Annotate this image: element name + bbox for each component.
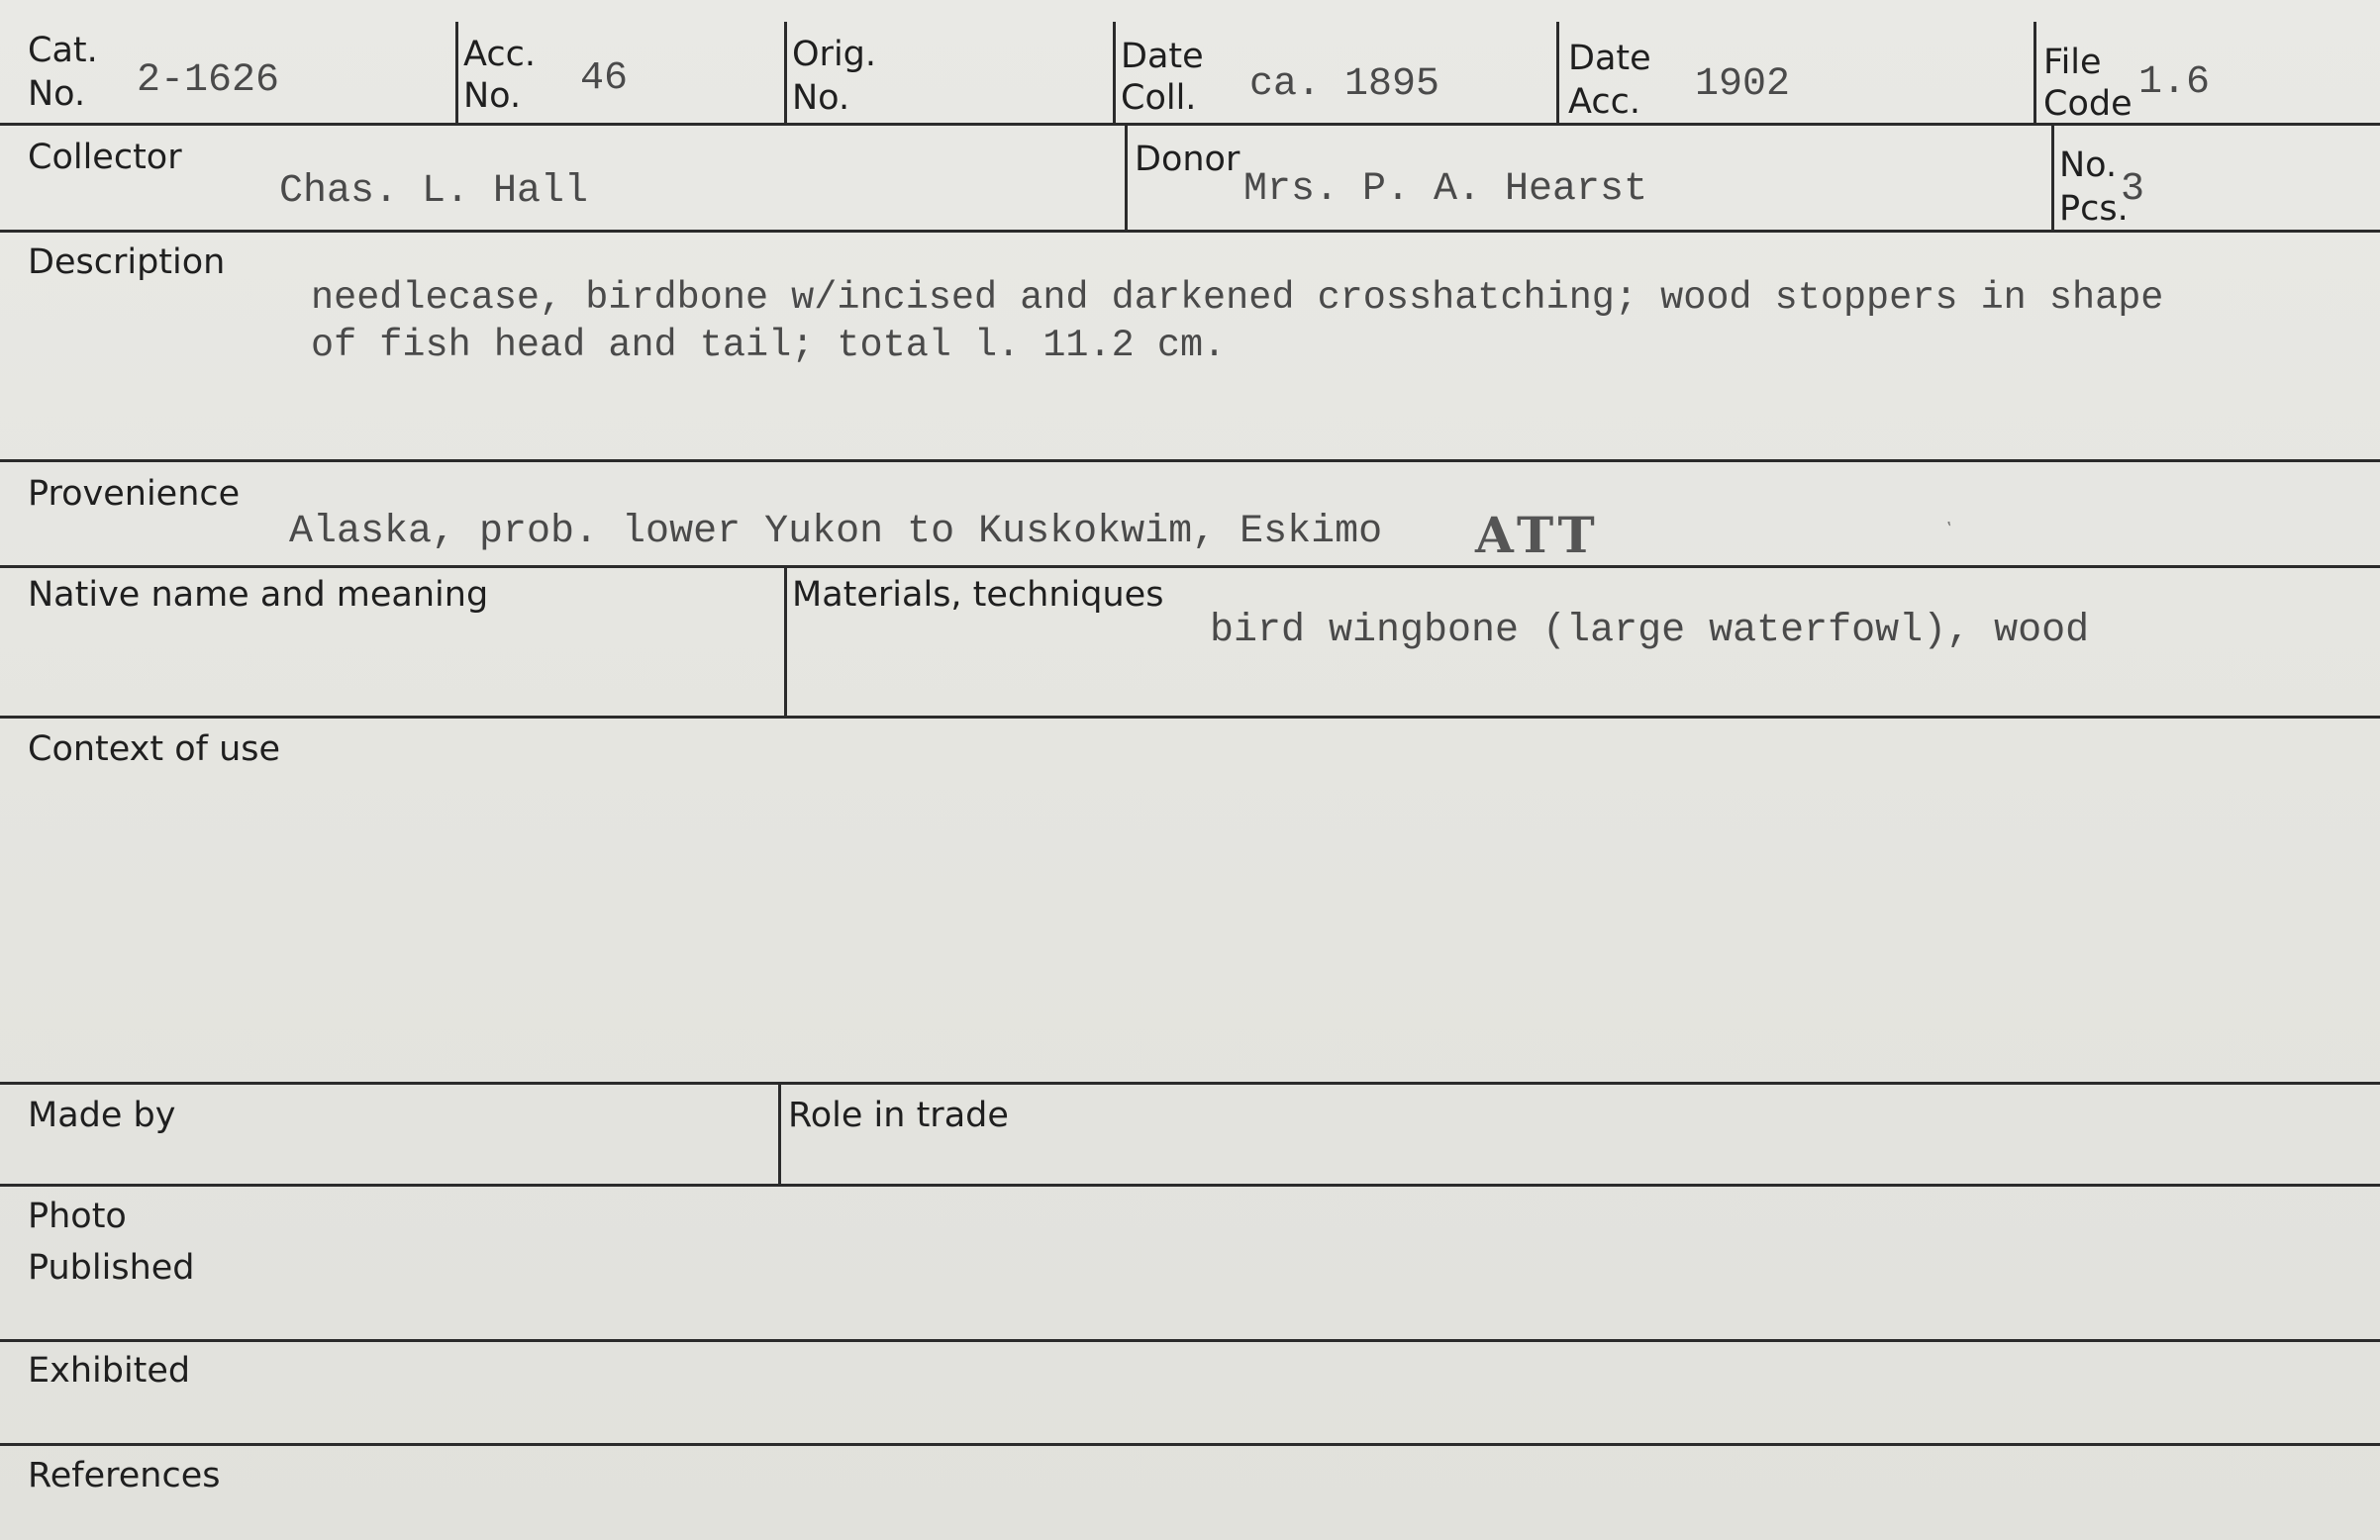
photo-label: Photo [28, 1197, 127, 1236]
collector-label: Collector [28, 138, 182, 177]
date-acc-label-1: Date [1568, 39, 1651, 78]
donor-label: Donor [1135, 140, 1240, 179]
rule-v-madeby-role [778, 1084, 781, 1186]
rule-published-bottom [0, 1339, 2380, 1342]
file-code-value: 1.6 [2138, 60, 2211, 105]
rule-collector-row-bottom [0, 230, 2380, 233]
orig-no-label-2: No. [792, 78, 850, 118]
file-code-label-1: File [2043, 43, 2102, 82]
published-label: Published [28, 1248, 195, 1288]
file-code-label-2: Code [2043, 84, 2132, 124]
rule-v-acc-orig [784, 22, 787, 125]
exhibited-label: Exhibited [28, 1351, 191, 1391]
rule-v-orig-datecoll [1113, 22, 1116, 125]
rule-native-row-bottom [0, 716, 2380, 719]
rule-provenience-bottom [0, 565, 2380, 568]
date-acc-label-2: Acc. [1568, 82, 1640, 122]
description-line-1: needlecase, birdbone w/incised and darkened crosshatching; wood stoppers in shape [311, 276, 2164, 320]
acc-no-label-2: No. [463, 76, 522, 116]
cat-no-value: 2-1626 [137, 58, 280, 103]
acc-no-label-1: Acc. [463, 35, 536, 74]
made-by-label: Made by [28, 1096, 176, 1135]
donor-value: Mrs. P. A. Hearst [1243, 167, 1648, 212]
native-name-label: Native name and meaning [28, 575, 489, 615]
date-coll-value: ca. 1895 [1249, 62, 1440, 107]
provenience-label: Provenience [28, 474, 241, 514]
description-line-2: of fish head and tail; total l. 11.2 cm. [311, 324, 1227, 367]
rule-top-row-bottom [0, 123, 2380, 126]
materials-label: Materials, techniques [792, 575, 1164, 615]
rule-v-collector-donor [1125, 125, 1128, 232]
provenience-code: ATT [1475, 506, 1601, 564]
cat-no-label-2: No. [28, 74, 86, 114]
rule-v-donor-nopcs [2051, 125, 2054, 232]
no-pcs-label-1: No. [2059, 145, 2118, 185]
rule-exhibited-bottom [0, 1443, 2380, 1446]
context-label: Context of use [28, 729, 281, 769]
rule-v-datecoll-dateacc [1556, 22, 1559, 125]
role-label: Role in trade [788, 1096, 1009, 1135]
no-pcs-value: 3 [2121, 167, 2145, 212]
rule-made-by-bottom [0, 1184, 2380, 1187]
collector-value: Chas. L. Hall [279, 169, 589, 214]
rule-v-native-materials [784, 567, 787, 718]
orig-no-label-1: Orig. [792, 35, 877, 74]
references-label: References [28, 1456, 221, 1495]
description-label: Description [28, 242, 226, 282]
date-coll-label-2: Coll. [1121, 78, 1197, 118]
cat-no-label-1: Cat. [28, 31, 98, 70]
provenience-value: Alaska, prob. lower Yukon to Kuskokwim, Eskimo [289, 510, 1383, 554]
materials-value: bird wingbone (large waterfowl), wood [1210, 609, 2090, 653]
date-coll-label-1: Date [1121, 37, 1204, 76]
rule-description-bottom [0, 459, 2380, 462]
rule-v-cat-acc [455, 22, 458, 125]
stray-mark: ‛ [1946, 519, 1952, 539]
date-acc-value: 1902 [1695, 62, 1791, 107]
rule-context-bottom [0, 1082, 2380, 1085]
no-pcs-label-2: Pcs. [2059, 189, 2129, 229]
rule-v-dateacc-filecode [2033, 22, 2036, 125]
acc-no-value: 46 [580, 56, 629, 101]
